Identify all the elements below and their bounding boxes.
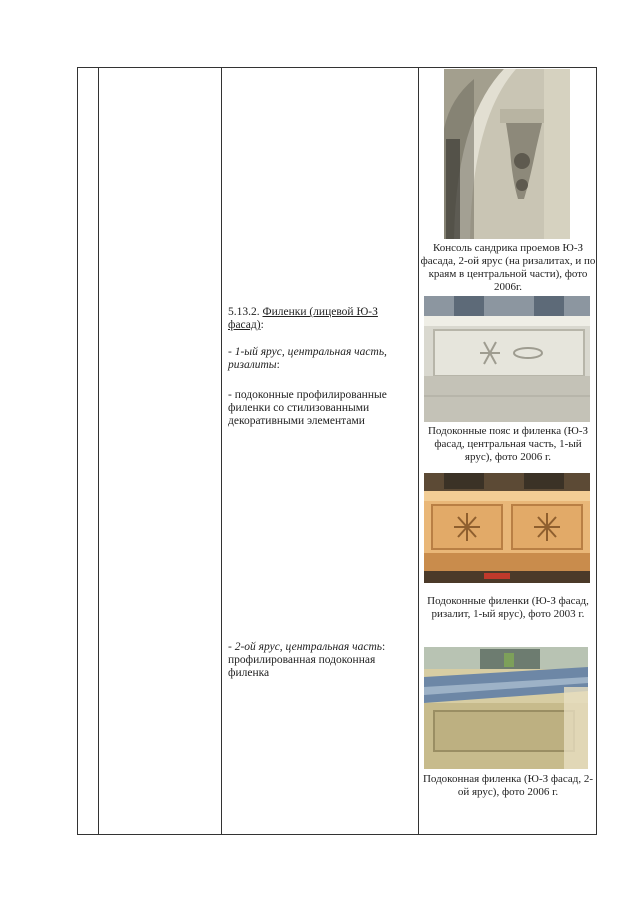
column-divider-2: [221, 68, 222, 834]
tier2-label-block: [228, 641, 408, 654]
tier2-label: - 2-ой ярус, центральная часть: [228, 641, 383, 653]
photo-console-caption: Консоль сандрика проемов Ю-З фасада, 2-ой ярус (на ризалитах, и по краям в центральной части), фото 2006г.: [420, 242, 596, 293]
photo-sill-belt-caption: Подоконные пояс и филенка (Ю-З фасад, центральная часть, 1-ый ярус), фото 2006 г.: [427, 425, 589, 463]
photo-sill-panels: [424, 473, 590, 583]
column-divider-3: [418, 68, 419, 834]
tier1-label: - 1-ый ярус, центральная часть, ризалиты: [228, 346, 387, 371]
photo-sill-panels-caption: Подоконные филенки (Ю-З фасад, ризалит, 1-ый ярус), фото 2003 г.: [427, 595, 589, 620]
tier1-colon: :: [276, 359, 280, 371]
section-title-colon: :: [260, 319, 264, 331]
photo-sill-panel-2-caption: Подоконная филенка (Ю-З фасад, 2-ой ярус), фото 2006 г.: [422, 773, 594, 798]
tier1-description: - подоконные профилированные филенки со стилизованными декоративными элементами: [228, 389, 387, 427]
section-number: 5.13.2.: [228, 306, 260, 318]
column-divider-1: [98, 68, 99, 834]
section-title: Филенки (лицевой Ю-З фасад): [228, 306, 378, 331]
photo-console: [444, 69, 570, 239]
tier2-description: профилированная подоконная филенка: [228, 654, 376, 679]
photo-sill-panel-2: [424, 647, 588, 769]
tier2-colon: :: [382, 641, 386, 653]
tier1-label-block: [228, 346, 408, 372]
photo-sill-belt: [424, 296, 590, 422]
section-heading: [228, 306, 413, 332]
